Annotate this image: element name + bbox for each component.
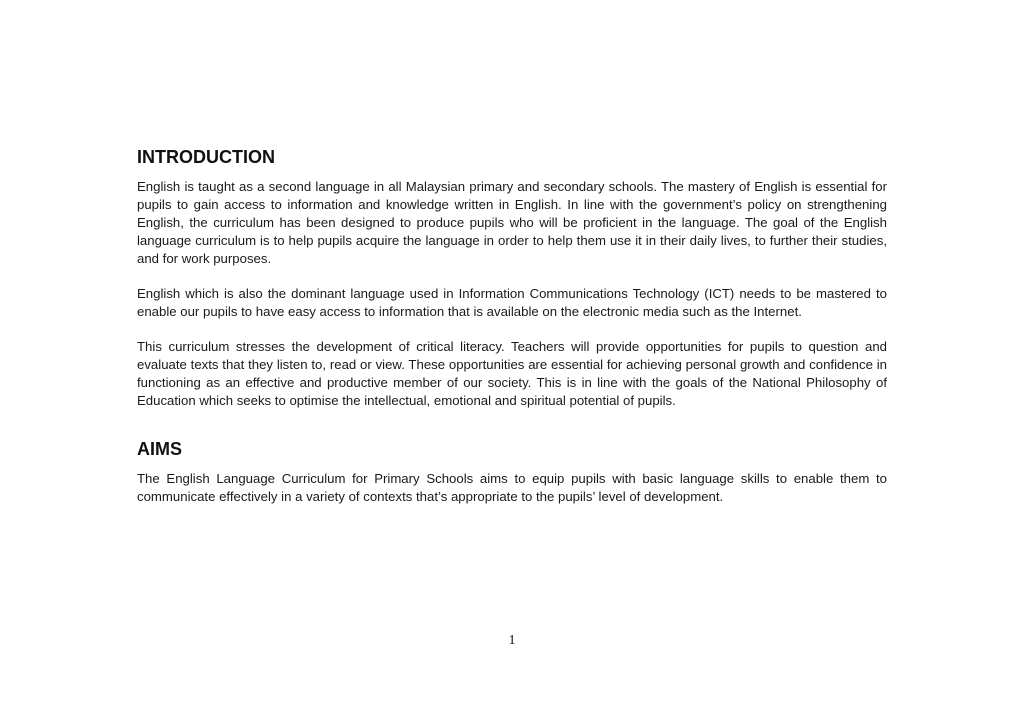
aims-paragraph-1: The English Language Curriculum for Primary Schools aims to equip pupils with basic language skills to enable them to communicate effectively in a variety of contexts that’s appropriate to the pupils’ level of development. [137,471,887,504]
document-page [137,146,887,523]
aims-heading: AIMS [137,439,182,459]
introduction-paragraph-1: English is taught as a second language in all Malaysian primary and secondary schools. The mastery of English is essential for pupils to gain access to information and knowledge written in English. In line with the government’s policy on strengthening English, the curriculum has been designed to produce pupils who will be proficient in the language. The goal of the English language curriculum is to help pupils acquire the language in order to help them use it in their daily lives, to further their studies, and for work purposes. [137,179,887,266]
introduction-paragraph-3: This curriculum stresses the development of critical literacy. Teachers will provide opportunities for pupils to question and evaluate texts that they listen to, read or view. These opportunities are essential for achieving personal growth and confidence in functioning as an effective and productive member of our society. This is in line with the goals of the National Philosophy of Education which seeks to optimise the intellectual, emotional and spiritual potential of pupils. [137,339,887,408]
introduction-heading: INTRODUCTION [137,147,275,167]
page-number: 1 [508,633,516,648]
introduction-paragraph-2: English which is also the dominant language used in Information Communications Technology (ICT) needs to be mastered to enable our pupils to have easy access to information that is available on the electronic media such as the Internet. [137,286,887,319]
